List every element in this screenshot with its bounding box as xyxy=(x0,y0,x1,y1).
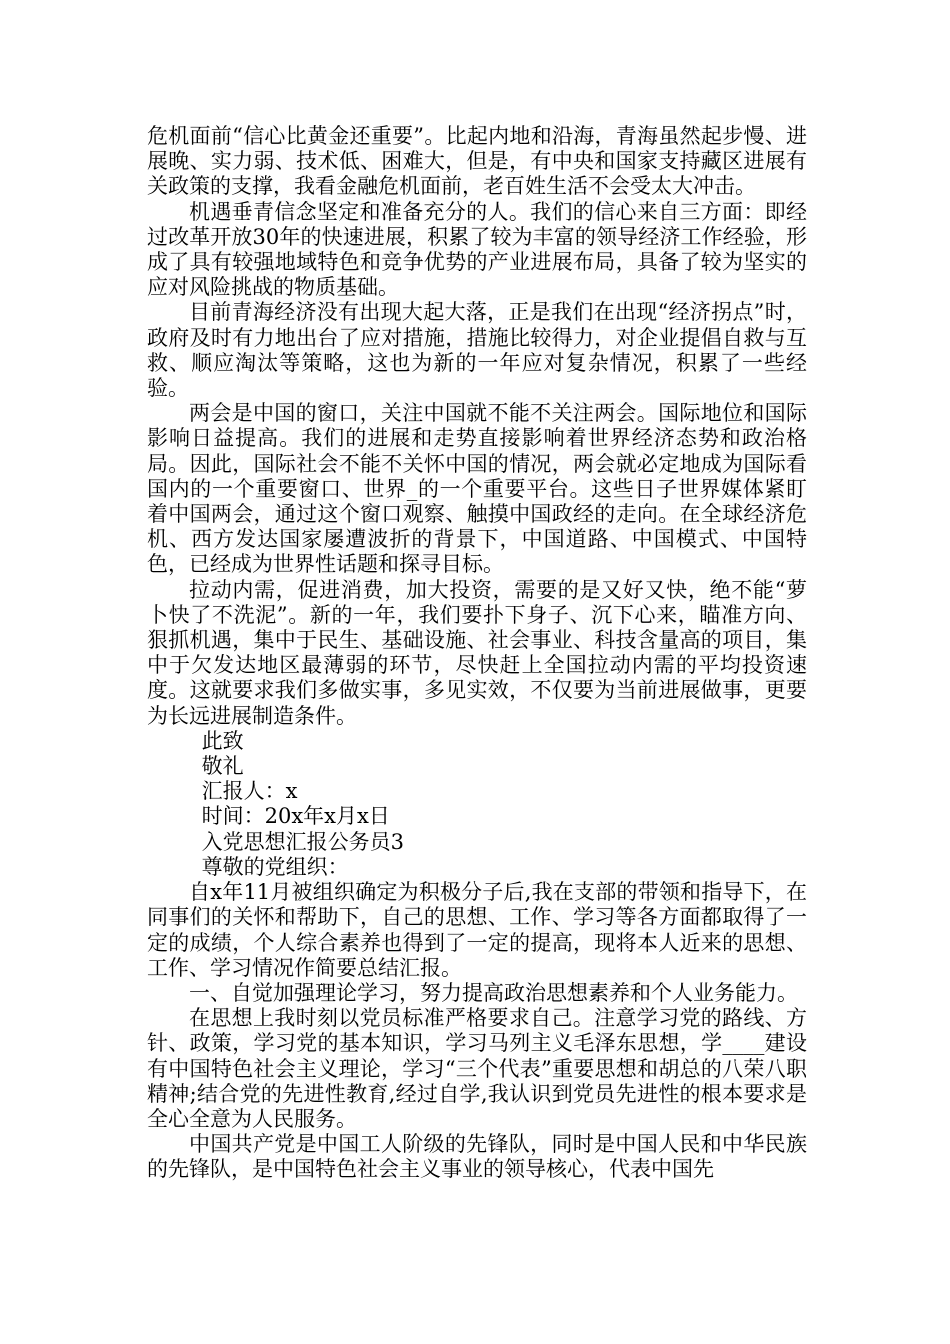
paragraph-crisis-confidence: 危机面前“信心比黄金还重要”。比起内地和沿海，青海虽然起步慢、进展晚、实力弱、技术低、困难大，但是，有中央和国家支持藏区进展有关政策的支撑，我看金融危机面前，老百姓生活不会受太大冲击。 xyxy=(147,124,807,199)
closing-jing-li: 敬礼 xyxy=(201,754,244,779)
closing-time: 时间：20x年x月x日 xyxy=(201,804,390,829)
paragraph-two-sessions: 两会是中国的窗口，关注中国就不能不关注两会。国际地位和国际影响日益提高。我们的进展和走势直接影响着世界经济态势和政治格局。因此，国际社会不能不关怀中国的情况，两会就必定地成为国际看国内的一个重要窗口、世界_的一个重要平台。这些日子世界媒体紧盯着中国两会，通过这个窗口观察、触摸中国政经的走向。在全球经济危机、西方发达国家屡遭波折的背景下，中国道路、中国模式、中国特色，已经成为世界性话题和探寻目标。 xyxy=(147,401,807,577)
document-page xyxy=(147,124,807,1183)
closing-reporter: 汇报人：x xyxy=(201,779,298,804)
paragraph-domestic-demand: 拉动内需，促进消费，加大投资，需要的是又好又快，绝不能“萝卜快了不洗泥”。新的一年，我们要扑下身子、沉下心来，瞄准方向、狠抓机遇，集中于民生、基础设施、社会事业、科技含量高的项目，集中于欠发达地区最薄弱的环节，尽快赶上全国拉动内需的平均投资速度。这就要求我们多做实事，多见实效，不仅要为当前进展做事，更要为长远进展制造条件。 xyxy=(147,577,807,728)
salutation: 尊敬的党组织： xyxy=(201,854,349,879)
paragraph-section-heading-1: 一、自觉加强理论学习，努力提高政治思想素养和个人业务能力。 xyxy=(189,980,798,1005)
paragraph-party-vanguard: 中国共产党是中国工人阶级的先锋队，同时是中国人民和中华民族的先锋队，是中国特色社会主义事业的领导核心，代表中国先 xyxy=(147,1132,807,1182)
paragraph-party-study: 在思想上我时刻以党员标准严格要求自己。注意学习党的路线、方针、政策，学习党的基本知识，学习马列主义毛泽东思想，学____建设有中国特色社会主义理论，学习“三个代表”重要思想和胡总的八荣八职精神;结合党的先进性教育,经过自学,我认识到党员先进性的根本要求是全心全意为人民服务。 xyxy=(147,1006,807,1131)
paragraph-qinghai-economy: 目前青海经济没有出现大起大落，正是我们在出现“经济拐点”时，政府及时有力地出台了应对措施，措施比较得力，对企业提倡自救与互救、顺应淘汰等策略，这也为新的一年应对复杂情况，积累了一些经验。 xyxy=(147,300,807,401)
next-report-title: 入党思想汇报公务员3 xyxy=(201,829,404,854)
closing-ci-zhi: 此致 xyxy=(201,728,244,753)
paragraph-opportunity: 机遇垂青信念坚定和准备充分的人。我们的信心来自三方面：即经过改革开放30年的快速进展，积累了较为丰富的领导经济工作经验，形成了具有较强地域特色和竞争优势的产业进展布局，具备了较为坚实的应对风险挑战的物质基础。 xyxy=(147,199,807,300)
paragraph-activist-summary: 自x年11月被组织确定为积极分子后,我在支部的带领和指导下，在同事们的关怀和帮助下，自己的思想、工作、学习等各方面都取得了一定的成绩，个人综合素养也得到了一定的提高，现将本人近来的思想、工作、学习情况作简要总结汇报。 xyxy=(147,880,807,980)
